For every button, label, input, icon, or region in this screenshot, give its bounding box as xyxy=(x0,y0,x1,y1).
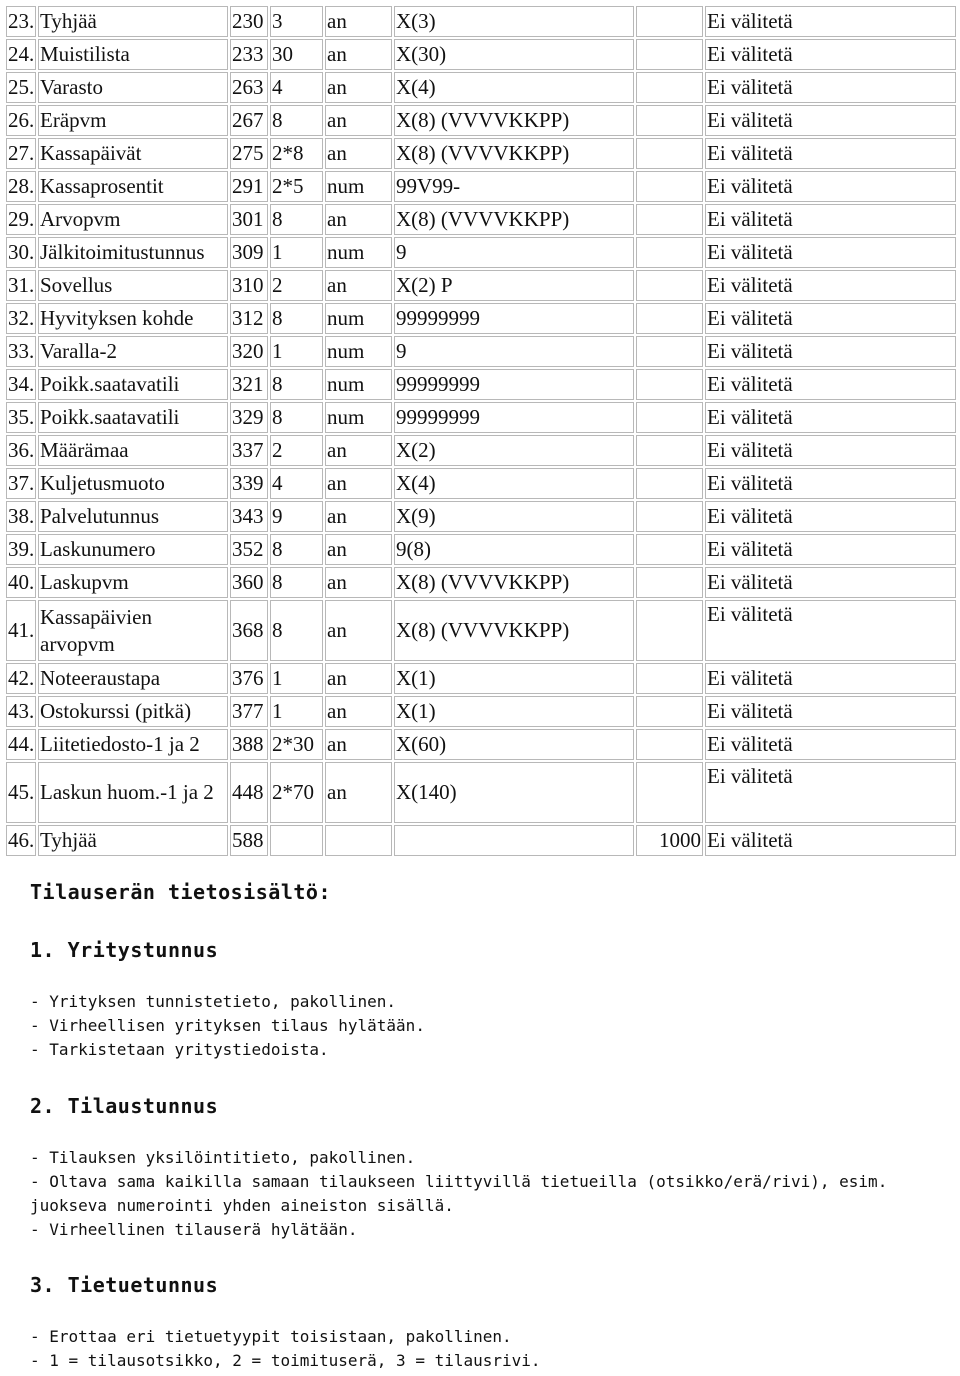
cell-pos: 339 xyxy=(230,468,268,499)
field-spec-table xyxy=(4,4,958,858)
cell-n: 23. xyxy=(6,6,36,37)
cell-fmt: X(3) xyxy=(394,6,634,37)
cell-fmt: X(8) (VVVVKKPP) xyxy=(394,138,634,169)
cell-extra xyxy=(636,72,703,103)
cell-n: 44. xyxy=(6,729,36,760)
cell-name: Poikk.saatavatili xyxy=(38,369,228,400)
cell-type: an xyxy=(325,501,392,532)
cell-fmt: X(4) xyxy=(394,468,634,499)
cell-type: an xyxy=(325,663,392,694)
content-heading: Tilauserän tietosisältö: xyxy=(30,880,331,904)
cell-pos: 376 xyxy=(230,663,268,694)
cell-name: Laskun huom.-1 ja 2 xyxy=(38,762,228,823)
cell-len: 2*8 xyxy=(270,138,323,169)
cell-pos: 267 xyxy=(230,105,268,136)
cell-name: Poikk.saatavatili xyxy=(38,402,228,433)
cell-fmt: 9 xyxy=(394,336,634,367)
cell-extra xyxy=(636,663,703,694)
section-title: 3. Tietuetunnus xyxy=(30,1273,219,1297)
cell-fmt: X(9) xyxy=(394,501,634,532)
cell-fmt: X(1) xyxy=(394,696,634,727)
cell-n: 34. xyxy=(6,369,36,400)
cell-extra xyxy=(636,105,703,136)
cell-pos: 368 xyxy=(230,600,268,661)
table-row xyxy=(6,204,956,235)
cell-n: 28. xyxy=(6,171,36,202)
table-row xyxy=(6,171,956,202)
cell-name: Palvelutunnus xyxy=(38,501,228,532)
cell-n: 27. xyxy=(6,138,36,169)
cell-n: 29. xyxy=(6,204,36,235)
cell-fmt: X(8) (VVVVKKPP) xyxy=(394,567,634,598)
cell-n: 25. xyxy=(6,72,36,103)
section-line: - Yrityksen tunnistetieto, pakollinen. xyxy=(30,992,397,1011)
section-line: - Virheellinen tilauserä hylätään. xyxy=(30,1220,358,1239)
cell-type: an xyxy=(325,270,392,301)
section-line: - Tarkistetaan yritystiedoista. xyxy=(30,1040,329,1059)
cell-fmt: X(30) xyxy=(394,39,634,70)
table-row xyxy=(6,39,956,70)
cell-n: 39. xyxy=(6,534,36,565)
cell-fmt: X(2) xyxy=(394,435,634,466)
cell-n: 46. xyxy=(6,825,36,856)
cell-n: 41. xyxy=(6,600,36,661)
cell-tx: Ei välitetä xyxy=(705,237,956,268)
cell-tx: Ei välitetä xyxy=(705,171,956,202)
cell-type: an xyxy=(325,6,392,37)
cell-len: 8 xyxy=(270,402,323,433)
cell-type xyxy=(325,825,392,856)
cell-extra xyxy=(636,696,703,727)
cell-name: Noteeraustapa xyxy=(38,663,228,694)
content-heading-block xyxy=(30,880,930,904)
cell-len: 1 xyxy=(270,696,323,727)
cell-pos: 448 xyxy=(230,762,268,823)
cell-tx: Ei välitetä xyxy=(705,468,956,499)
cell-pos: 377 xyxy=(230,696,268,727)
cell-name: Eräpvm xyxy=(38,105,228,136)
cell-tx: Ei välitetä xyxy=(705,402,956,433)
cell-name: Tyhjää xyxy=(38,825,228,856)
section-title: 2. Tilaustunnus xyxy=(30,1094,219,1118)
section-2 xyxy=(30,1094,930,1242)
cell-extra xyxy=(636,402,703,433)
cell-tx: Ei välitetä xyxy=(705,825,956,856)
table-row xyxy=(6,567,956,598)
cell-type: an xyxy=(325,696,392,727)
cell-type: an xyxy=(325,138,392,169)
table-row xyxy=(6,336,956,367)
cell-name: Kassaprosentit xyxy=(38,171,228,202)
cell-extra xyxy=(636,39,703,70)
cell-type: an xyxy=(325,435,392,466)
cell-type: an xyxy=(325,72,392,103)
cell-tx: Ei välitetä xyxy=(705,534,956,565)
cell-pos: 320 xyxy=(230,336,268,367)
cell-tx: Ei välitetä xyxy=(705,369,956,400)
cell-len: 2*5 xyxy=(270,171,323,202)
cell-type: an xyxy=(325,729,392,760)
cell-pos: 310 xyxy=(230,270,268,301)
cell-name: Varasto xyxy=(38,72,228,103)
cell-name: Ostokurssi (pitkä) xyxy=(38,696,228,727)
cell-type: num xyxy=(325,303,392,334)
cell-extra xyxy=(636,729,703,760)
cell-tx: Ei välitetä xyxy=(705,270,956,301)
table-row xyxy=(6,762,956,823)
cell-tx: Ei välitetä xyxy=(705,204,956,235)
cell-fmt: X(8) (VVVVKKPP) xyxy=(394,204,634,235)
cell-fmt: 9(8) xyxy=(394,534,634,565)
section-line: - Tilauksen yksilöintitieto, pakollinen. xyxy=(30,1148,416,1167)
cell-len: 2 xyxy=(270,435,323,466)
cell-len: 1 xyxy=(270,237,323,268)
cell-pos: 588 xyxy=(230,825,268,856)
cell-pos: 230 xyxy=(230,6,268,37)
cell-len: 30 xyxy=(270,39,323,70)
section-line: - 1 = tilausotsikko, 2 = toimituserä, 3 = tilausrivi. xyxy=(30,1351,541,1370)
cell-fmt: X(140) xyxy=(394,762,634,823)
cell-type: an xyxy=(325,105,392,136)
table-row xyxy=(6,468,956,499)
cell-tx: Ei välitetä xyxy=(705,729,956,760)
section-line: - Virheellisen yrityksen tilaus hylätään. xyxy=(30,1016,425,1035)
cell-name: Muistilista xyxy=(38,39,228,70)
cell-n: 24. xyxy=(6,39,36,70)
cell-type: an xyxy=(325,468,392,499)
table-row xyxy=(6,435,956,466)
section-3 xyxy=(30,1273,930,1373)
cell-fmt: 99999999 xyxy=(394,402,634,433)
cell-extra xyxy=(636,567,703,598)
cell-n: 36. xyxy=(6,435,36,466)
cell-name: Laskunumero xyxy=(38,534,228,565)
cell-name: Arvopvm xyxy=(38,204,228,235)
cell-extra xyxy=(636,303,703,334)
cell-type: an xyxy=(325,534,392,565)
cell-extra xyxy=(636,600,703,661)
cell-pos: 337 xyxy=(230,435,268,466)
cell-fmt: 9 xyxy=(394,237,634,268)
cell-extra xyxy=(636,369,703,400)
cell-len: 4 xyxy=(270,72,323,103)
cell-tx: Ei välitetä xyxy=(705,501,956,532)
table-row xyxy=(6,729,956,760)
cell-fmt xyxy=(394,825,634,856)
cell-tx: Ei välitetä xyxy=(705,72,956,103)
cell-type: num xyxy=(325,369,392,400)
cell-type: num xyxy=(325,171,392,202)
cell-name: Kuljetusmuoto xyxy=(38,468,228,499)
table-row xyxy=(6,72,956,103)
cell-n: 31. xyxy=(6,270,36,301)
cell-len: 1 xyxy=(270,336,323,367)
cell-name: Hyvityksen kohde xyxy=(38,303,228,334)
cell-type: an xyxy=(325,600,392,661)
cell-tx: Ei välitetä xyxy=(705,39,956,70)
table-row xyxy=(6,303,956,334)
table-row xyxy=(6,402,956,433)
cell-pos: 312 xyxy=(230,303,268,334)
cell-len: 2 xyxy=(270,270,323,301)
cell-pos: 352 xyxy=(230,534,268,565)
cell-len: 8 xyxy=(270,534,323,565)
field-spec-rows xyxy=(6,6,956,856)
cell-extra xyxy=(636,501,703,532)
cell-tx: Ei välitetä xyxy=(705,303,956,334)
cell-type: num xyxy=(325,402,392,433)
cell-extra xyxy=(636,171,703,202)
cell-extra xyxy=(636,336,703,367)
cell-n: 43. xyxy=(6,696,36,727)
cell-n: 26. xyxy=(6,105,36,136)
cell-type: an xyxy=(325,204,392,235)
cell-extra xyxy=(636,435,703,466)
table-row xyxy=(6,270,956,301)
cell-fmt: X(1) xyxy=(394,663,634,694)
table-row xyxy=(6,105,956,136)
cell-len: 8 xyxy=(270,600,323,661)
cell-extra xyxy=(636,237,703,268)
cell-extra xyxy=(636,204,703,235)
cell-type: an xyxy=(325,762,392,823)
table-row xyxy=(6,600,956,661)
cell-name: Sovellus xyxy=(38,270,228,301)
table-row xyxy=(6,6,956,37)
cell-pos: 360 xyxy=(230,567,268,598)
cell-fmt: X(4) xyxy=(394,72,634,103)
cell-type: num xyxy=(325,336,392,367)
cell-n: 32. xyxy=(6,303,36,334)
cell-len: 1 xyxy=(270,663,323,694)
cell-name: Kassapäivien arvopvm xyxy=(38,600,228,661)
section-line: - Erottaa eri tietuetyypit toisistaan, pakollinen. xyxy=(30,1327,512,1346)
cell-n: 40. xyxy=(6,567,36,598)
cell-pos: 388 xyxy=(230,729,268,760)
cell-tx: Ei välitetä xyxy=(705,663,956,694)
cell-pos: 263 xyxy=(230,72,268,103)
cell-extra xyxy=(636,534,703,565)
cell-name: Liitetiedosto-1 ja 2 xyxy=(38,729,228,760)
cell-extra xyxy=(636,762,703,823)
cell-pos: 291 xyxy=(230,171,268,202)
cell-type: an xyxy=(325,39,392,70)
cell-name: Laskupvm xyxy=(38,567,228,598)
cell-extra xyxy=(636,468,703,499)
cell-fmt: 99999999 xyxy=(394,369,634,400)
table-row xyxy=(6,501,956,532)
cell-extra: 1000 xyxy=(636,825,703,856)
cell-tx: Ei välitetä xyxy=(705,567,956,598)
section-line: - Oltava sama kaikilla samaan tilaukseen liittyvillä tietueilla (otsikko/erä/rivi), esim. xyxy=(30,1172,888,1191)
cell-len: 4 xyxy=(270,468,323,499)
cell-pos: 329 xyxy=(230,402,268,433)
table-row xyxy=(6,369,956,400)
cell-tx: Ei välitetä xyxy=(705,435,956,466)
table-row xyxy=(6,534,956,565)
cell-extra xyxy=(636,270,703,301)
cell-n: 30. xyxy=(6,237,36,268)
section-title: 1. Yritystunnus xyxy=(30,938,219,962)
cell-len: 8 xyxy=(270,105,323,136)
section-line: juokseva numerointi yhden aineiston sisällä. xyxy=(30,1196,454,1215)
cell-len: 2*70 xyxy=(270,762,323,823)
cell-pos: 343 xyxy=(230,501,268,532)
cell-pos: 233 xyxy=(230,39,268,70)
cell-extra xyxy=(636,138,703,169)
cell-type: an xyxy=(325,567,392,598)
cell-len: 8 xyxy=(270,303,323,334)
table-row xyxy=(6,696,956,727)
cell-fmt: X(8) (VVVVKKPP) xyxy=(394,105,634,136)
cell-pos: 301 xyxy=(230,204,268,235)
table-row xyxy=(6,237,956,268)
cell-name: Määrämaa xyxy=(38,435,228,466)
cell-n: 38. xyxy=(6,501,36,532)
table-row xyxy=(6,663,956,694)
cell-n: 37. xyxy=(6,468,36,499)
cell-len: 8 xyxy=(270,567,323,598)
table-row xyxy=(6,825,956,856)
cell-n: 35. xyxy=(6,402,36,433)
cell-name: Kassapäivät xyxy=(38,138,228,169)
cell-n: 33. xyxy=(6,336,36,367)
section-1 xyxy=(30,938,930,1062)
cell-fmt: 99999999 xyxy=(394,303,634,334)
cell-tx: Ei välitetä xyxy=(705,696,956,727)
cell-fmt: X(8) (VVVVKKPP) xyxy=(394,600,634,661)
cell-len: 9 xyxy=(270,501,323,532)
cell-fmt: X(2) P xyxy=(394,270,634,301)
cell-type: num xyxy=(325,237,392,268)
cell-pos: 309 xyxy=(230,237,268,268)
cell-tx: Ei välitetä xyxy=(705,105,956,136)
cell-len: 2*30 xyxy=(270,729,323,760)
cell-tx: Ei välitetä xyxy=(705,600,956,661)
cell-name: Jälkitoimitustunnus xyxy=(38,237,228,268)
cell-len: 8 xyxy=(270,204,323,235)
table-row xyxy=(6,138,956,169)
cell-len xyxy=(270,825,323,856)
cell-extra xyxy=(636,6,703,37)
cell-tx: Ei välitetä xyxy=(705,336,956,367)
cell-len: 8 xyxy=(270,369,323,400)
cell-name: Tyhjää xyxy=(38,6,228,37)
cell-tx: Ei välitetä xyxy=(705,762,956,823)
cell-tx: Ei välitetä xyxy=(705,138,956,169)
cell-name: Varalla-2 xyxy=(38,336,228,367)
cell-pos: 321 xyxy=(230,369,268,400)
cell-fmt: 99V99- xyxy=(394,171,634,202)
cell-len: 3 xyxy=(270,6,323,37)
cell-tx: Ei välitetä xyxy=(705,6,956,37)
cell-n: 45. xyxy=(6,762,36,823)
cell-fmt: X(60) xyxy=(394,729,634,760)
cell-pos: 275 xyxy=(230,138,268,169)
cell-n: 42. xyxy=(6,663,36,694)
